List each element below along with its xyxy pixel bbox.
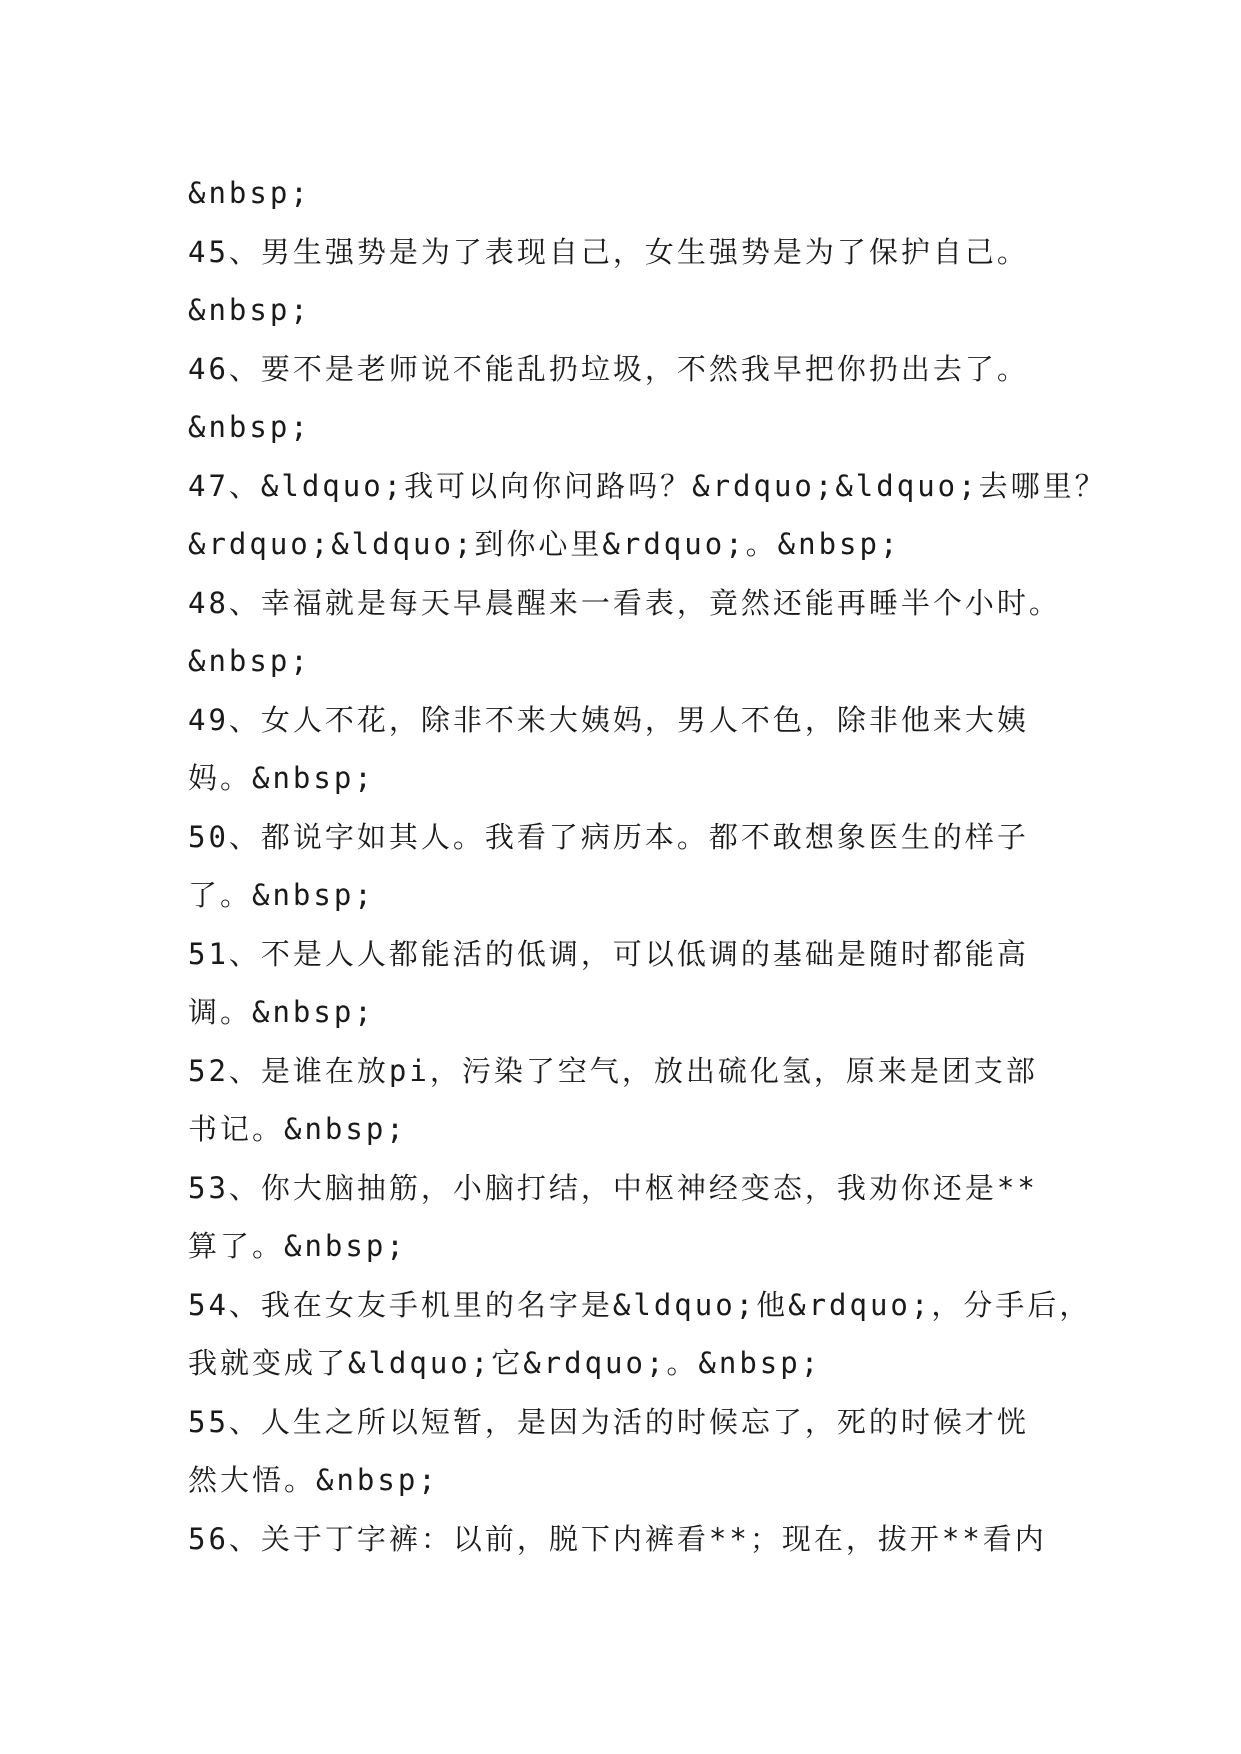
text-line: 我就变成了&ldquo;它&rdquo;。&nbsp; — [188, 1346, 822, 1380]
text-line: &nbsp; — [188, 644, 311, 678]
text-line: 53、你大脑抽筋，小脑打结，中枢神经变态，我劝你还是** — [188, 1170, 1038, 1205]
text-line: 45、男生强势是为了表现自己，女生强势是为了保护自己。 — [188, 234, 1029, 269]
text-line: 56、关于丁字裤：以前，脱下内裤看**；现在，拔开**看内 — [188, 1521, 1047, 1556]
text-line: 调。&nbsp; — [188, 995, 375, 1029]
text-line: &nbsp; — [188, 293, 311, 327]
text-line: 然大悟。&nbsp; — [188, 1463, 439, 1497]
text-line: 46、要不是老师说不能乱扔垃圾，不然我早把你扔出去了。 — [188, 351, 1029, 386]
text-line: 书记。&nbsp; — [188, 1112, 407, 1146]
text-line: 47、&ldquo;我可以向你问路吗？&rdquo;&ldquo;去哪里？ — [188, 468, 1107, 503]
text-line: 了。&nbsp; — [188, 878, 375, 912]
text-line: 妈。&nbsp; — [188, 761, 375, 795]
text-line: 54、我在女友手机里的名字是&ldquo;他&rdquo;，分手后， — [188, 1287, 1092, 1322]
text-line: &rdquo;&ldquo;到你心里&rdquo;。&nbsp; — [188, 527, 901, 561]
text-line: 55、人生之所以短暂，是因为活的时候忘了，死的时候才恍 — [188, 1404, 1029, 1439]
text-line: &nbsp; — [188, 176, 311, 210]
text-line: 50、都说字如其人。我看了病历本。都不敢想象医生的样子 — [188, 819, 1029, 854]
text-line: 48、幸福就是每天早晨醒来一看表，竟然还能再睡半个小时。 — [188, 585, 1061, 620]
text-line: &nbsp; — [188, 410, 311, 444]
text-line: 52、是谁在放pi，污染了空气，放出硫化氢，原来是团支部 — [188, 1053, 1038, 1088]
text-line: 49、女人不花，除非不来大姨妈，男人不色，除非他来大姨 — [188, 702, 1029, 737]
text-line: 51、不是人人都能活的低调，可以低调的基础是随时都能高 — [188, 936, 1029, 971]
text-line: 算了。&nbsp; — [188, 1229, 407, 1263]
document-body — [188, 164, 1107, 1568]
